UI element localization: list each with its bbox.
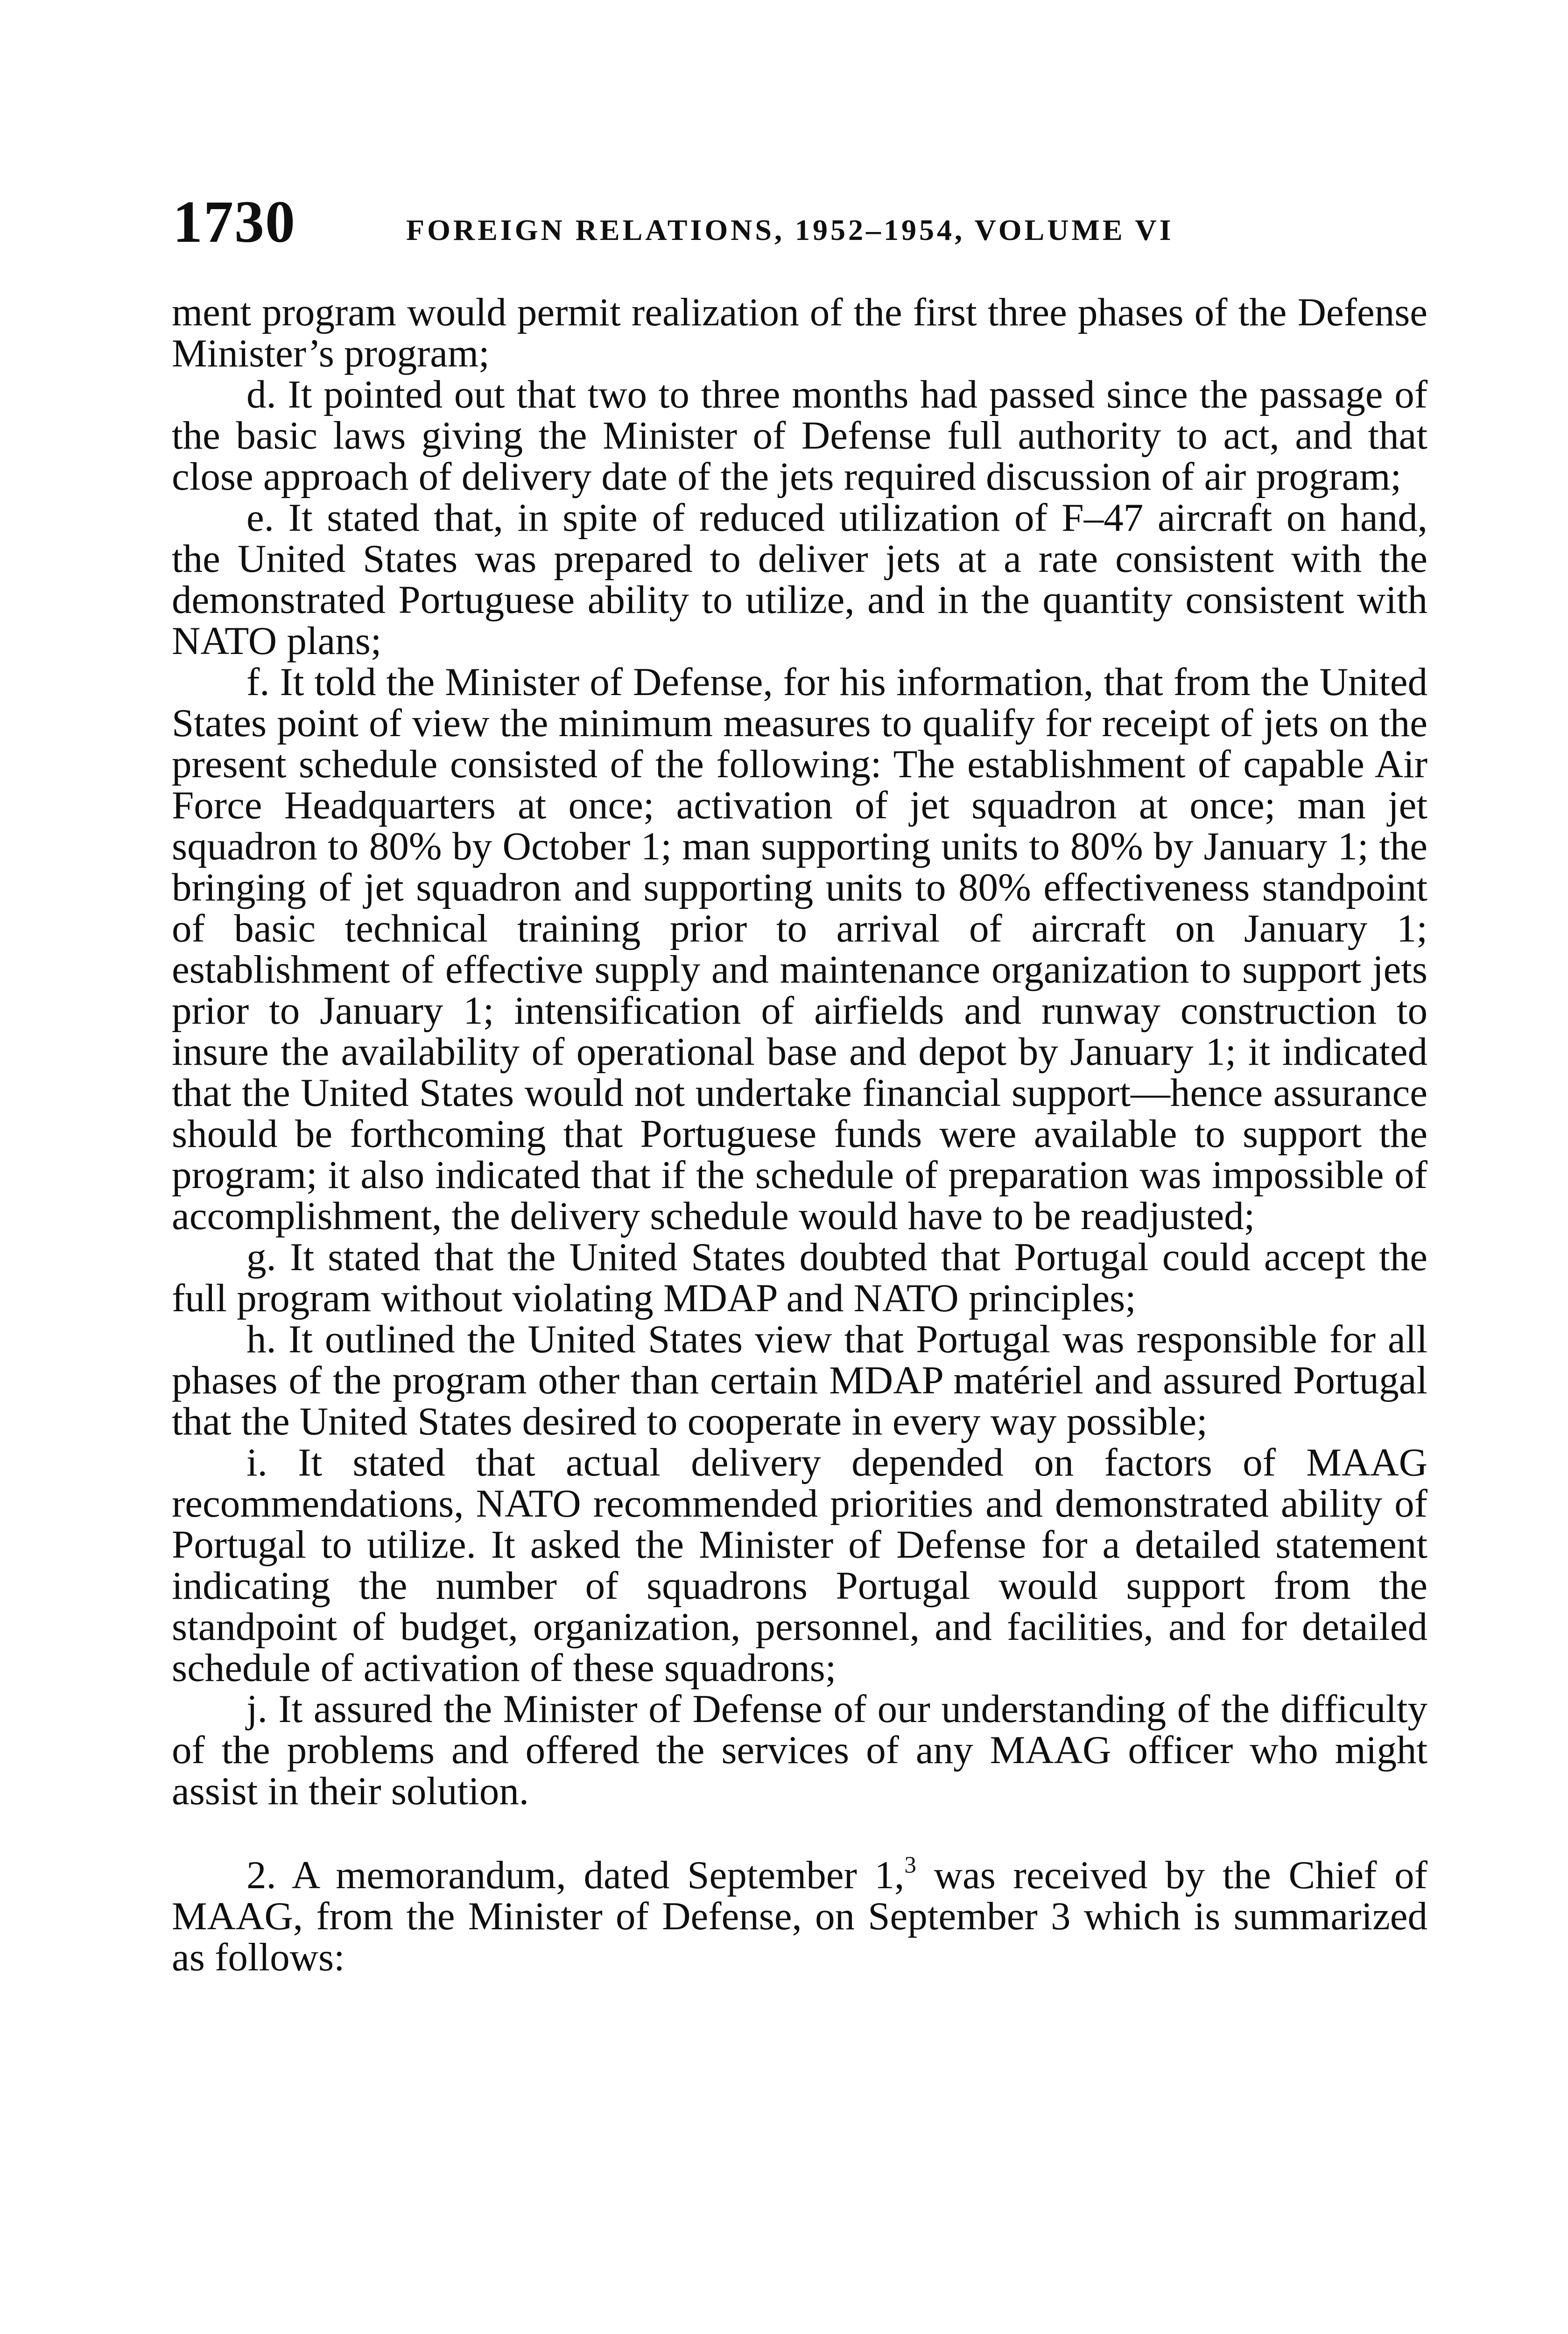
body-text [172, 292, 1427, 1978]
paragraph-2-rest: was received by the Chief of MAAG, from the Minister of Defense, on September 3 which is summarized as follows: [172, 1853, 1427, 1979]
continuation-paragraph: ment program would permit realization of the first three phases of the Defense Minister’s program; [172, 290, 1427, 375]
item-d: d. It pointed out that two to three months had passed since the passage of the basic laws giving the Minister of Defense full authority to act, and that close approach of delivery date of the jets required discussion of air program; [172, 373, 1427, 499]
paragraph-2 [172, 1852, 1427, 1979]
item-i: i. It stated that actual delivery depended on factors of MAAG recommendations, NATO recommended priorities and demonstrated ability of Portugal to utilize. It asked the Minister of Defense for a detailed statement indicating the number of squadrons Portugal would support from the standpoint of budget, organization, personnel, and facilities, and for detailed schedule of activation of these squadrons; [172, 1441, 1427, 1690]
item-j: j. It assured the Minister of Defense of our understanding of the difficulty of the problems and offered the services of any MAAG officer who might assist in their solution. [172, 1687, 1427, 1813]
page-header [173, 182, 1424, 261]
paragraph-gap [172, 1812, 1427, 1855]
item-h: h. It outlined the United States view that Portugal was responsible for all phases of the program other than certain MDAP matériel and assured Portugal that the United States desired to cooperate in every way possible; [172, 1317, 1427, 1443]
item-g: g. It stated that the United States doubted that Portugal could accept the full program without violating MDAP and NATO principles; [172, 1235, 1427, 1320]
footnote-reference: 3 [904, 1852, 916, 1878]
item-e: e. It stated that, in spite of reduced utilization of F–47 aircraft on hand, the United States was prepared to deliver jets at a rate consistent with the demonstrated Portuguese ability to utilize, and in the quantity consistent with NATO plans; [172, 496, 1427, 663]
running-head: FOREIGN RELATIONS, 1952–1954, VOLUME VI [406, 213, 1174, 246]
paragraph-2-lead: 2. A memorandum, dated September 1, [246, 1853, 905, 1897]
page-number: 1730 [173, 189, 296, 255]
item-f: f. It told the Minister of Defense, for his information, that from the United States point of view the minimum measures to qualify for receipt of jets on the present schedule consisted of the following: The establishment of capable Air Force Headquarters at once; activation of jet squadron at once; man jet squadron to 80% by October 1; man supporting units to 80% by January 1; the bringing of jet squadron and supporting units to 80% effectiveness standpoint of basic technical training prior to arrival of aircraft on January 1; establishment of effective supply and maintenance organization to support jets prior to January 1; intensification of airfields and runway construction to insure the availability of operational base and depot by January 1; it indicated that the United States would not undertake financial support—hence assurance should be forthcoming that Portuguese funds were available to support the program; it also indicated that if the schedule of preparation was impossible of accomplishment, the delivery schedule would have to be readjusted; [172, 660, 1427, 1238]
